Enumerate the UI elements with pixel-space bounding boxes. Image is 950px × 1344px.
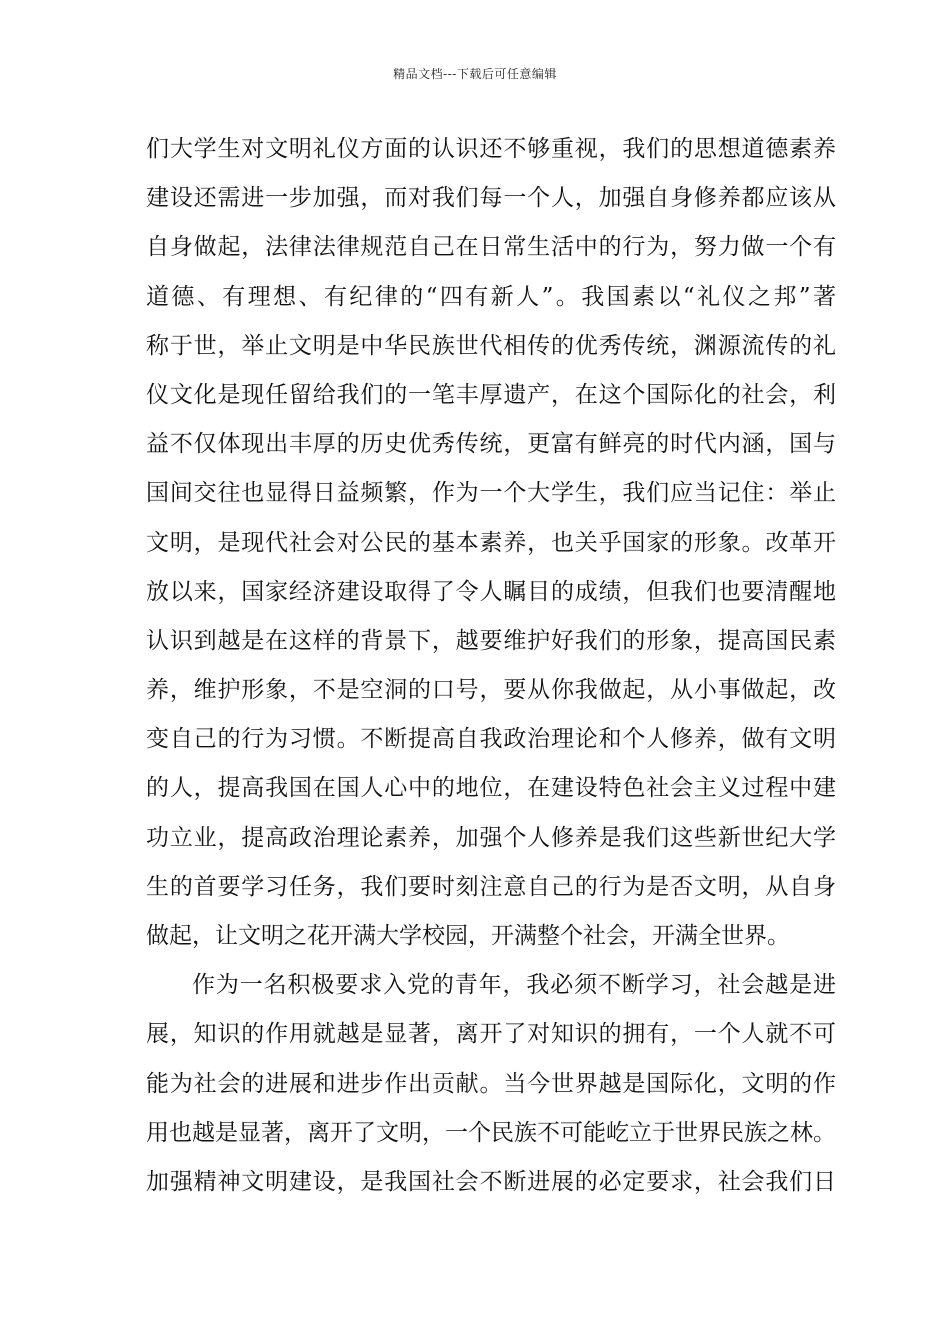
text-line: 能为社会的进展和进步作出贡献。当今世界越是国际化，文明的作 [146, 1070, 836, 1097]
paragraph-end-line: 做起，让文明之花开满大学校园，开满整个社会，开满全世界。 [146, 923, 790, 949]
text-line: 建设还需进一步加强，而对我们每一个人，加强自身修养都应该从 [146, 185, 836, 212]
text-line: 用也越是显著，离开了文明，一个民族不可能屹立于世界民族之林。 [146, 1119, 836, 1146]
text-line: 自身做起，法律法律规范自己在日常生活中的行为，努力做一个有 [146, 234, 836, 261]
text-line: 道德、有理想、有纪律的“四有新人”。我国素以“礼仪之邦”著 [146, 283, 836, 310]
text-line: 国间交往也显得日益频繁，作为一个大学生，我们应当记住：举止 [146, 480, 836, 507]
text-line: 称于世，举止文明是中华民族世代相传的优秀传统，渊源流传的礼 [146, 332, 836, 359]
text-line: 养，维护形象，不是空洞的口号，要从你我做起，从小事做起，改 [146, 677, 836, 704]
text-line: 生的首要学习任务，我们要时刻注意自己的行为是否文明，从自身 [146, 873, 836, 900]
text-line: 文明，是现代社会对公民的基本素养，也关乎国家的形象。改革开 [146, 529, 836, 556]
text-line: 认识到越是在这样的背景下，越要维护好我们的形象，提高国民素 [146, 627, 836, 654]
paragraph-first-line: 作为一名积极要求入党的青年，我必须不断学习，社会越是进 [192, 972, 836, 999]
text-line: 益不仅体现出丰厚的历史优秀传统，更富有鲜亮的时代内涵，国与 [146, 431, 836, 458]
text-line: 们大学生对文明礼仪方面的认识还不够重视，我们的思想道德素养 [146, 136, 836, 162]
text-line: 展，知识的作用就越是显著，离开了对知识的拥有，一个人就不可 [146, 1021, 836, 1048]
text-line: 加强精神文明建设，是我国社会不断进展的必定要求，社会我们日 [146, 1168, 836, 1195]
text-line: 变自己的行为习惯。不断提高自我政治理论和个人修养，做有文明 [146, 726, 836, 753]
document-body [146, 125, 836, 1207]
page-header: 精品文档---下载后可任意编辑 [393, 67, 557, 81]
text-line: 仪文化是现任留给我们的一笔丰厚遗产，在这个国际化的社会，利 [146, 381, 836, 408]
text-line: 的人，提高我国在国人心中的地位，在建设特色社会主义过程中建 [146, 775, 836, 802]
text-line: 放以来，国家经济建设取得了令人瞩目的成绩，但我们也要清醒地 [146, 578, 836, 605]
text-line: 功立业，提高政治理论素养，加强个人修养是我们这些新世纪大学 [146, 824, 836, 851]
